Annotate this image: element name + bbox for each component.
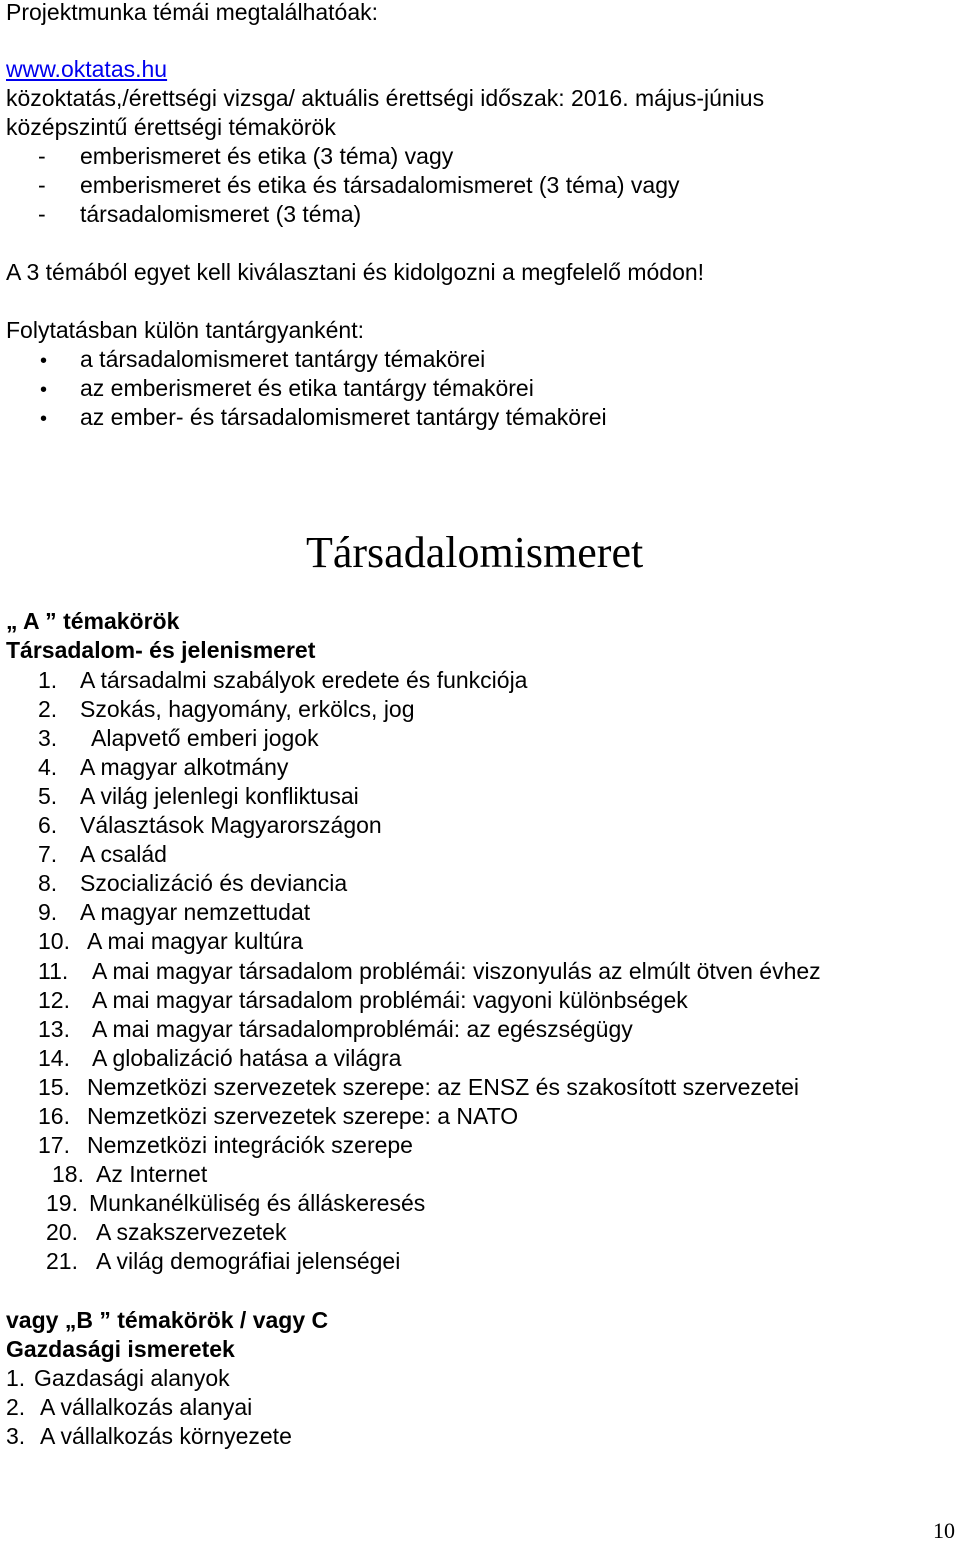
bullet-icon: • — [40, 379, 48, 401]
oktatas-link[interactable]: www.oktatas.hu — [6, 56, 168, 82]
list-item-number: 18. — [52, 1161, 84, 1187]
continue-text: Folytatásban külön tantárgyanként: — [6, 317, 365, 343]
list-item: A vállalkozás környezete — [40, 1423, 292, 1449]
list-item: Szokás, hagyomány, erkölcs, jog — [80, 696, 415, 722]
b-topics-subtitle: Gazdasági ismeretek — [6, 1336, 235, 1362]
list-item: Az Internet — [96, 1161, 208, 1187]
list-item-number: 19. — [46, 1190, 78, 1216]
list-item: Nemzetközi integrációk szerepe — [87, 1132, 413, 1158]
b-topics-label: vagy „B ” témakörök / vagy C — [6, 1307, 329, 1333]
list-item-number: 9. — [38, 899, 58, 925]
bullet-item: az emberismeret és etika tantárgy témakörei — [80, 375, 534, 401]
list-item-number: 8. — [38, 870, 58, 896]
bullet-icon: • — [40, 350, 48, 372]
list-item: A globalizáció hatása a világra — [92, 1045, 402, 1071]
page-number: 10 — [933, 1518, 955, 1543]
list-item: A mai magyar kultúra — [87, 928, 304, 954]
bullet-item: az ember- és társadalomismeret tantárgy témakörei — [80, 404, 607, 430]
list-item: Választások Magyarországon — [80, 812, 382, 838]
option-item: emberismeret és etika (3 téma) vagy — [80, 143, 454, 169]
list-item: A család — [80, 841, 167, 867]
list-item: Szocializáció és deviancia — [80, 870, 348, 896]
list-item-number: 1. — [38, 667, 58, 693]
list-item: A magyar nemzettudat — [80, 899, 311, 925]
list-item: Nemzetközi szervezetek szerepe: az ENSZ és szakosított szervezetei — [87, 1074, 799, 1100]
option-item: társadalomismeret (3 téma) — [80, 201, 362, 227]
option-item: emberismeret és etika és társadalomismeret (3 téma) vagy — [80, 172, 680, 198]
list-item-number: 2. — [6, 1394, 26, 1420]
list-item-number: 11. — [38, 958, 69, 984]
list-item-number: 2. — [38, 696, 58, 722]
list-item: A mai magyar társadalom problémái: vagyoni különbségek — [92, 987, 688, 1013]
a-topics-label: „ A ” témakörök — [6, 608, 180, 634]
intro-line: Projektmunka témái megtalálhatóak: — [6, 0, 379, 25]
list-item-number: 7. — [38, 841, 58, 867]
list-item: A társadalmi szabályok eredete és funkciója — [80, 667, 528, 693]
bullet-item: a társadalomismeret tantárgy témakörei — [80, 346, 486, 372]
list-item: A mai magyar társadalomproblémái: az egészségügy — [92, 1016, 633, 1042]
list-item: Nemzetközi szervezetek szerepe: a NATO — [87, 1103, 519, 1129]
list-item-number: 10. — [38, 928, 70, 954]
list-item: A mai magyar társadalom problémái: viszonyulás az elmúlt ötven évhez — [92, 958, 821, 984]
list-item: Gazdasági alanyok — [34, 1365, 230, 1391]
list-item: A magyar alkotmány — [80, 754, 289, 780]
instruction-text: A 3 témából egyet kell kiválasztani és kidolgozni a megfelelő módon! — [6, 259, 705, 285]
dash-marker: - — [38, 172, 46, 198]
list-item-number: 12. — [38, 987, 70, 1013]
intro-path-line: közoktatás,/érettségi vizsga/ aktuális érettségi időszak: 2016. május-június — [6, 85, 765, 111]
dash-marker: - — [38, 143, 46, 169]
list-item-number: 14. — [38, 1045, 70, 1071]
bullet-icon: • — [40, 408, 48, 430]
list-item-number: 3. — [38, 725, 58, 751]
list-item-number: 13. — [38, 1016, 70, 1042]
section-title: Társadalomismeret — [306, 528, 644, 577]
list-item-number: 5. — [38, 783, 58, 809]
list-item-number: 6. — [38, 812, 58, 838]
list-item: A világ demográfiai jelenségei — [96, 1248, 401, 1274]
list-item: Munkanélküliség és álláskeresés — [89, 1190, 426, 1216]
intro-topics-line: középszintű érettségi témakörök — [6, 114, 336, 140]
list-item-number: 20. — [46, 1219, 78, 1245]
list-item: A vállalkozás alanyai — [40, 1394, 253, 1420]
dash-marker: - — [38, 201, 46, 227]
list-item-number: 16. — [38, 1103, 70, 1129]
a-topics-subtitle: Társadalom- és jelenismeret — [6, 637, 316, 663]
list-item: A világ jelenlegi konfliktusai — [80, 783, 359, 809]
list-item: A szakszervezetek — [96, 1219, 287, 1245]
list-item: Alapvető emberi jogok — [91, 725, 319, 751]
list-item-number: 15. — [38, 1074, 70, 1100]
list-item-number: 4. — [38, 754, 58, 780]
list-item-number: 3. — [6, 1423, 26, 1449]
list-item-number: 1. — [6, 1365, 26, 1391]
list-item-number: 21. — [46, 1248, 78, 1274]
list-item-number: 17. — [38, 1132, 70, 1158]
